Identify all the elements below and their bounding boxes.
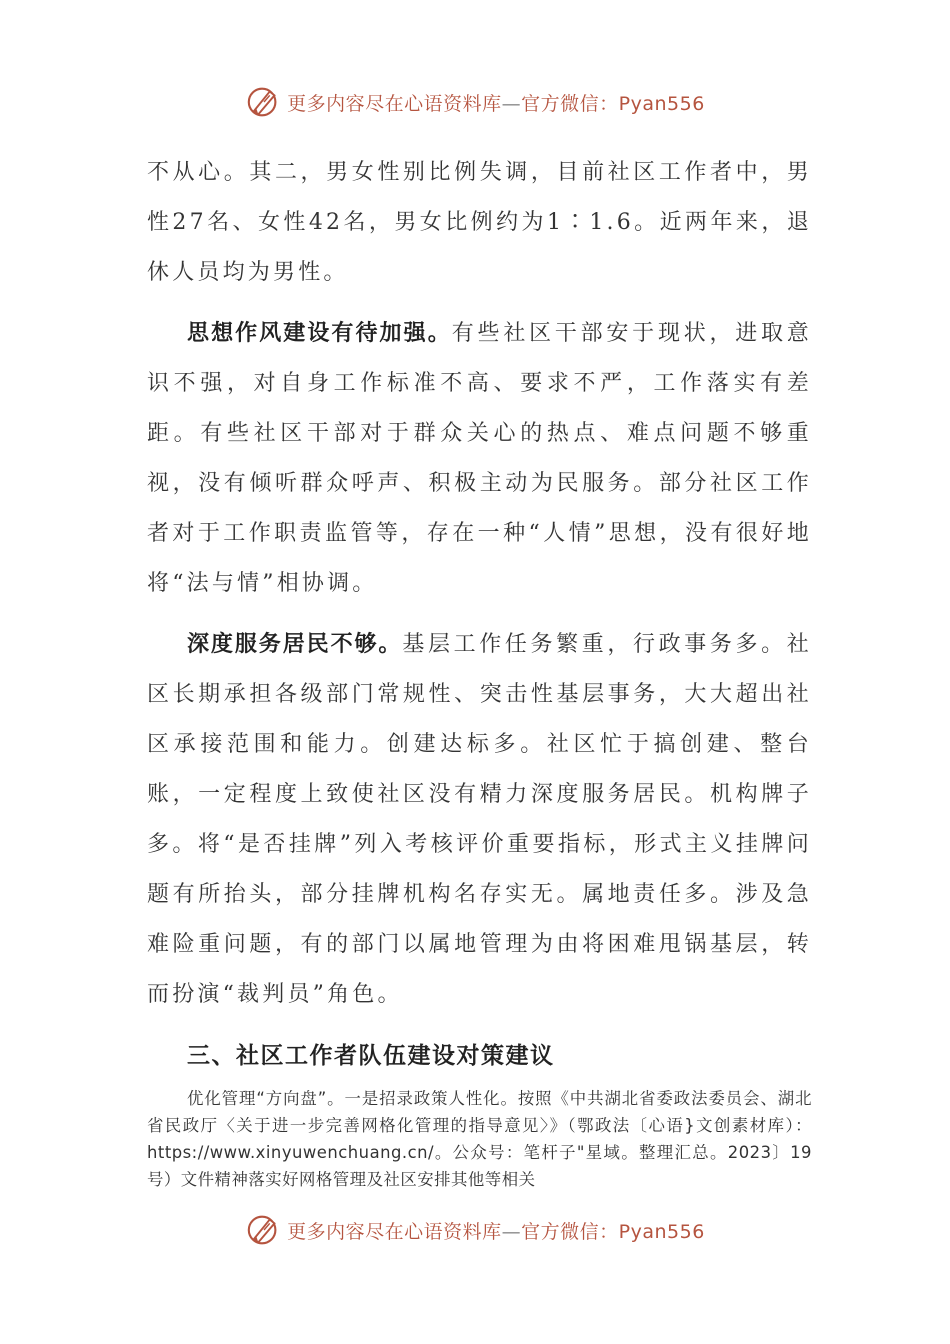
paragraph-3-text: 基层工作任务繁重，行政事务多。社区长期承担各级部门常规性、突击性基层事务，大大超出社区承接范围和能力。创建达标多。社区忙于搞创建、整台账，一定程度上致使社区没有精力深度服务居民。机构牌子多。将“是否挂牌”列入考核评价重要指标，形式主义挂牌问题有所抬头，部分挂牌机构名存实无。属地责任多。涉及急难险重问题，有的部门以属地管理为由将困难甩锅基层，转而扮演“裁判员”角色。 — [147, 632, 812, 1007]
footer-banner — [0, 1210, 950, 1250]
banner-separator: — — [501, 1220, 522, 1243]
paragraph-1: 不从心。其二，男女性别比例失调，目前社区工作者中，男性27名、女性42名，男女比例约为1∶1.6。近两年来，退休人员均为男性。 — [147, 160, 812, 285]
paragraph-2-lead: 思想作风建设有待加强。 — [187, 321, 452, 346]
pen-nib-logo-icon — [245, 83, 283, 121]
paragraph-2 — [147, 309, 812, 609]
document-body — [147, 148, 812, 1193]
banner-main-text: 更多内容尽在心语资料库 — [287, 92, 502, 115]
pen-nib-logo-icon — [245, 1211, 283, 1249]
header-banner — [0, 82, 950, 122]
banner-wechat-text: 官方微信：Pyan556 — [521, 92, 705, 115]
section-heading-3: 三、社区工作者队伍建设对策建议 — [187, 1043, 555, 1069]
paragraph-4: 优化管理“方向盘”。一是招录政策人性化。按照《中共湖北省委政法委员会、湖北省民政厅〈关于进一步完善网格化管理的指导意见〉》（鄂政法〔心语}文创素材库）：https://www.xinyuwenchuang.cn/。公众号：笔杆子"星域。整理汇总。2023〕19号）文件精神落实好网格管理及社区安排其他等相关 — [147, 1089, 812, 1189]
banner-main-text: 更多内容尽在心语资料库 — [287, 1220, 502, 1243]
paragraph-3-lead: 深度服务居民不够。 — [187, 632, 403, 657]
banner-wechat-text: 官方微信：Pyan556 — [521, 1220, 705, 1243]
paragraph-3 — [147, 620, 812, 1020]
paragraph-2-text: 有些社区干部安于现状，进取意识不强，对自身工作标准不高、要求不严，工作落实有差距。有些社区干部对于群众关心的热点、难点问题不够重视，没有倾听群众呼声、积极主动为民服务。部分社区工作者对于工作职责监管等，存在一种“人情”思想，没有很好地将“法与情”相协调。 — [147, 321, 812, 596]
banner-separator: — — [501, 92, 522, 115]
